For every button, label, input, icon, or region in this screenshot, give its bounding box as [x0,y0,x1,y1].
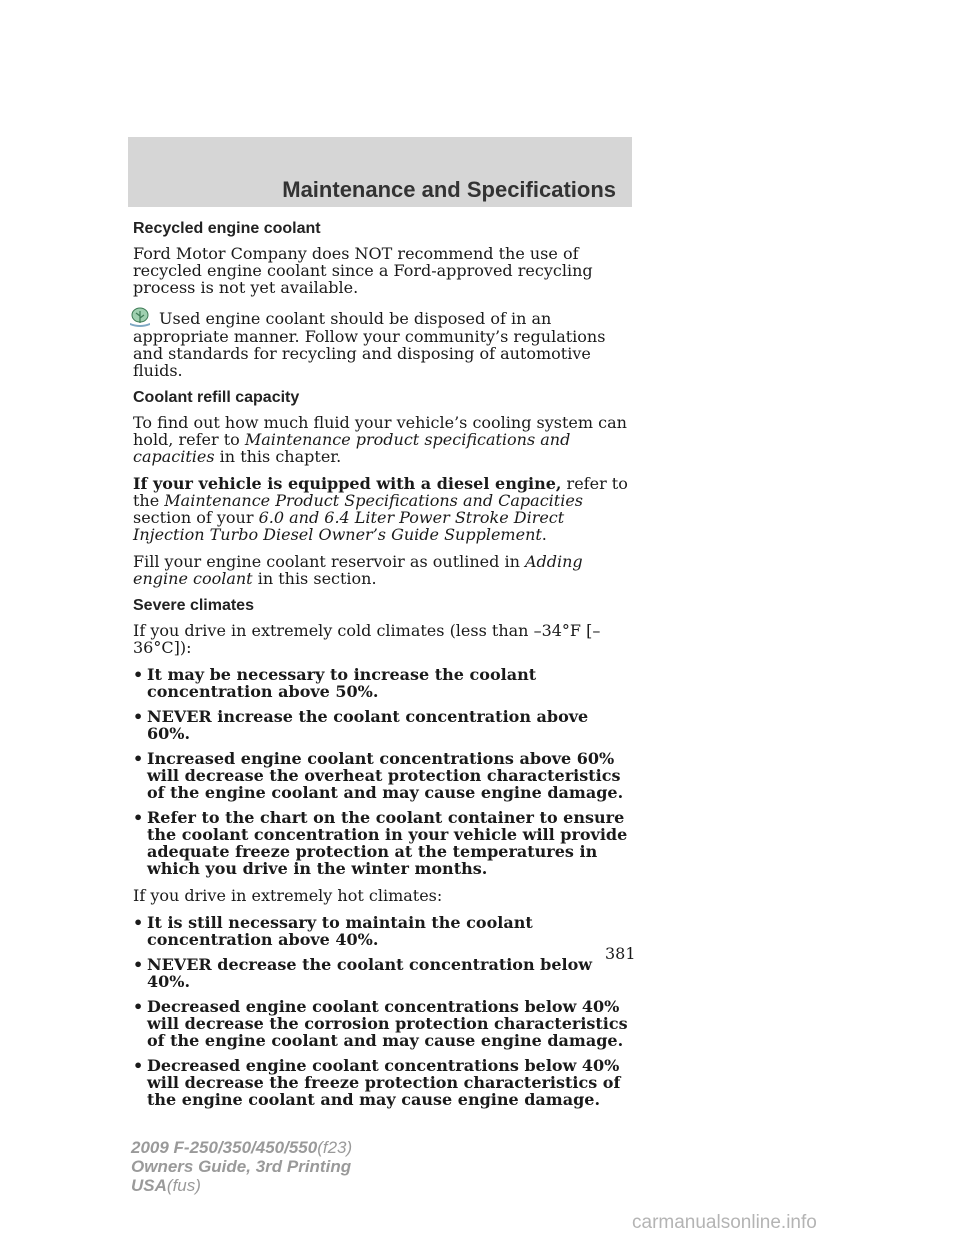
reference-diesel-supplement: 6.0 and 6.4 Liter Power Stroke Direct Injection Turbo Diesel Owner’s Guide Supplement [133,508,565,544]
cold-climate-list [133,666,633,877]
footer-line-3: USA(fus) [131,1176,201,1195]
heading-recycled-coolant: Recycled engine coolant [133,220,321,237]
list-item: • Decreased engine coolant concentrations below 40% will decrease the corrosion protection characteristics of the engine coolant and may cause engine damage. [133,997,628,1050]
page-number: 381 [605,944,636,963]
list-item: • NEVER decrease the coolant concentration below 40%. [133,955,593,991]
list-item: • NEVER increase the coolant concentration above 60%. [133,707,589,743]
list-item: • Increased engine coolant concentrations above 60% will decrease the overheat protection characteristics of the engine coolant and may cause engine damage. [133,749,624,802]
paragraph-fill-reservoir: Fill your engine coolant reservoir as outlined in Adding engine coolant in this section. [133,552,583,588]
footer-line-2: Owners Guide, 3rd Printing [131,1157,352,1176]
list-item: • It may be necessary to increase the coolant concentration above 50%. [133,665,537,701]
cold-climate-intro: If you drive in extremely cold climates (less than –34°F [–36°C]): [133,621,601,657]
list-item: • It is still necessary to maintain the coolant concentration above 40%. [133,913,533,949]
header-band [128,137,632,207]
footer-line-1: 2009 F-250/350/450/550(f23) [131,1138,353,1157]
environment-note-text: Used engine coolant should be disposed of in an appropriate manner. Follow your community’s regulations and standards for recycling and disposing of automotive fluids. [133,309,606,380]
hot-climate-list [133,914,633,1108]
paragraph-diesel: If your vehicle is equipped with a diesel engine, refer to the Maintenance Product Specifications and Capacities section of your 6.0 and 6.4 Liter Power Stroke Direct Injection Turbo Diesel Owner’s Guide Supplement. [133,474,628,544]
page-content [133,220,633,1118]
reference-specs-capacities: Maintenance Product Specifications and Capacities [164,491,584,510]
reference-adding-coolant: Adding engine coolant [133,552,583,588]
section-title: Maintenance and Specifications [282,177,616,202]
environment-tree-icon [127,306,153,328]
heading-severe-climates: Severe climates [133,597,254,614]
heading-refill-capacity: Coolant refill capacity [133,389,300,406]
list-item: • Decreased engine coolant concentrations below 40% will decrease the freeze protection characteristics of the engine coolant and may cause engine damage. [133,1056,621,1109]
environment-note [133,306,633,379]
watermark: carmanualsonline.info [632,1212,817,1233]
reference-maintenance-specs: Maintenance product specifications and capacities [133,430,571,466]
print-footer [131,1138,352,1195]
paragraph-refill-capacity: To find out how much fluid your vehicle’s cooling system can hold, refer to Maintenance product specifications and capacities in this chapter. [133,413,627,466]
hot-climate-intro: If you drive in extremely hot climates: [133,886,443,905]
paragraph-recycled: Ford Motor Company does NOT recommend the use of recycled engine coolant since a Ford-approved recycling process is not yet available. [133,244,593,297]
list-item: • Refer to the chart on the coolant container to ensure the coolant concentration in your vehicle will provide adequate freeze protection at the temperatures in which you drive in the winter months. [133,808,628,878]
